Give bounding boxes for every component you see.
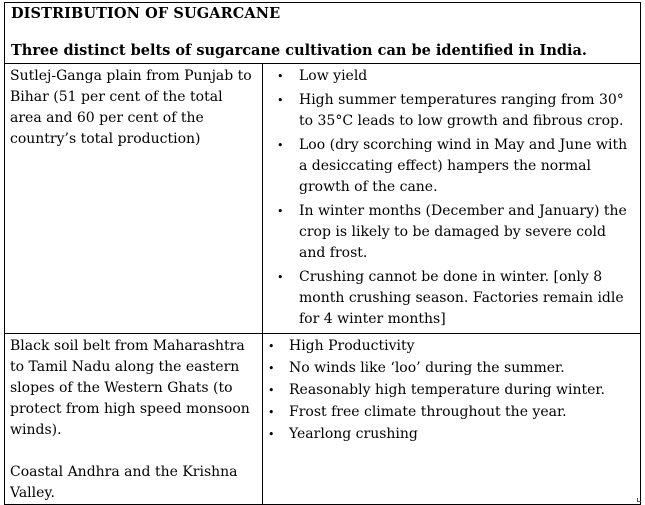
list-item: • Loo (dry scorching wind in May and June with a desiccating effect) hampers the normal growth of the cane. bbox=[277, 137, 628, 195]
document-heading: DISTRIBUTION OF SUGARCANE bbox=[11, 5, 281, 22]
sugarcane-distribution-table bbox=[4, 2, 641, 505]
list-item: • Reasonably high temperature during winter. bbox=[263, 380, 636, 401]
region-description: Black soil belt from Maharashtra to Tamil Nadu along the eastern slopes of the Western Ghats (to protect from high speed monsoon winds). bbox=[10, 338, 250, 438]
region-description: Coastal Andhra and the Krishna Valley. bbox=[10, 464, 238, 501]
bullet-icon: • bbox=[268, 384, 275, 397]
region-cell bbox=[5, 64, 263, 334]
list-item: • High Productivity bbox=[263, 336, 636, 357]
list-item: • High summer temperatures ranging from 30° to 35°C leads to low growth and fibrous crop. bbox=[277, 92, 624, 129]
list-item: • Yearlong crushing bbox=[263, 424, 636, 445]
bullet-icon: • bbox=[268, 428, 275, 441]
list-item: • Low yield bbox=[263, 66, 636, 87]
document-subheading: Three distinct belts of sugarcane cultivation can be identified in India. bbox=[11, 42, 587, 59]
list-item: • Frost free climate throughout the year. bbox=[263, 402, 636, 423]
characteristics-cell bbox=[263, 64, 641, 334]
list-item: • No winds like ‘loo’ during the summer. bbox=[263, 358, 636, 379]
bullet-icon: • bbox=[277, 94, 284, 107]
bullet-icon: • bbox=[277, 271, 284, 284]
paragraph-spacer bbox=[5, 441, 262, 462]
list-item: • In winter months (December and January) the crop is likely to be damaged by severe cold and frost. bbox=[277, 203, 627, 261]
list-item: • Crushing cannot be done in winter. [only 8 month crushing season. Factories remain idle for 4 winter months] bbox=[277, 269, 624, 327]
characteristics-list bbox=[263, 334, 640, 445]
table-row bbox=[5, 334, 641, 505]
bullet-icon: • bbox=[277, 139, 284, 152]
bullet-icon: • bbox=[277, 205, 284, 218]
region-description: Sutlej-Ganga plain from Punjab to Bihar (51 per cent of the total area and 60 per cent of the country’s total production) bbox=[10, 68, 252, 147]
bullet-icon: • bbox=[277, 70, 284, 83]
region-cell bbox=[5, 334, 263, 505]
table-header-cell bbox=[5, 3, 641, 64]
bullet-icon: • bbox=[268, 406, 275, 419]
table-row bbox=[5, 64, 641, 334]
bullet-icon: • bbox=[268, 362, 275, 375]
characteristics-list bbox=[263, 64, 640, 330]
corner-mark bbox=[637, 498, 641, 502]
characteristics-cell bbox=[263, 334, 641, 505]
bullet-icon: • bbox=[268, 340, 275, 353]
